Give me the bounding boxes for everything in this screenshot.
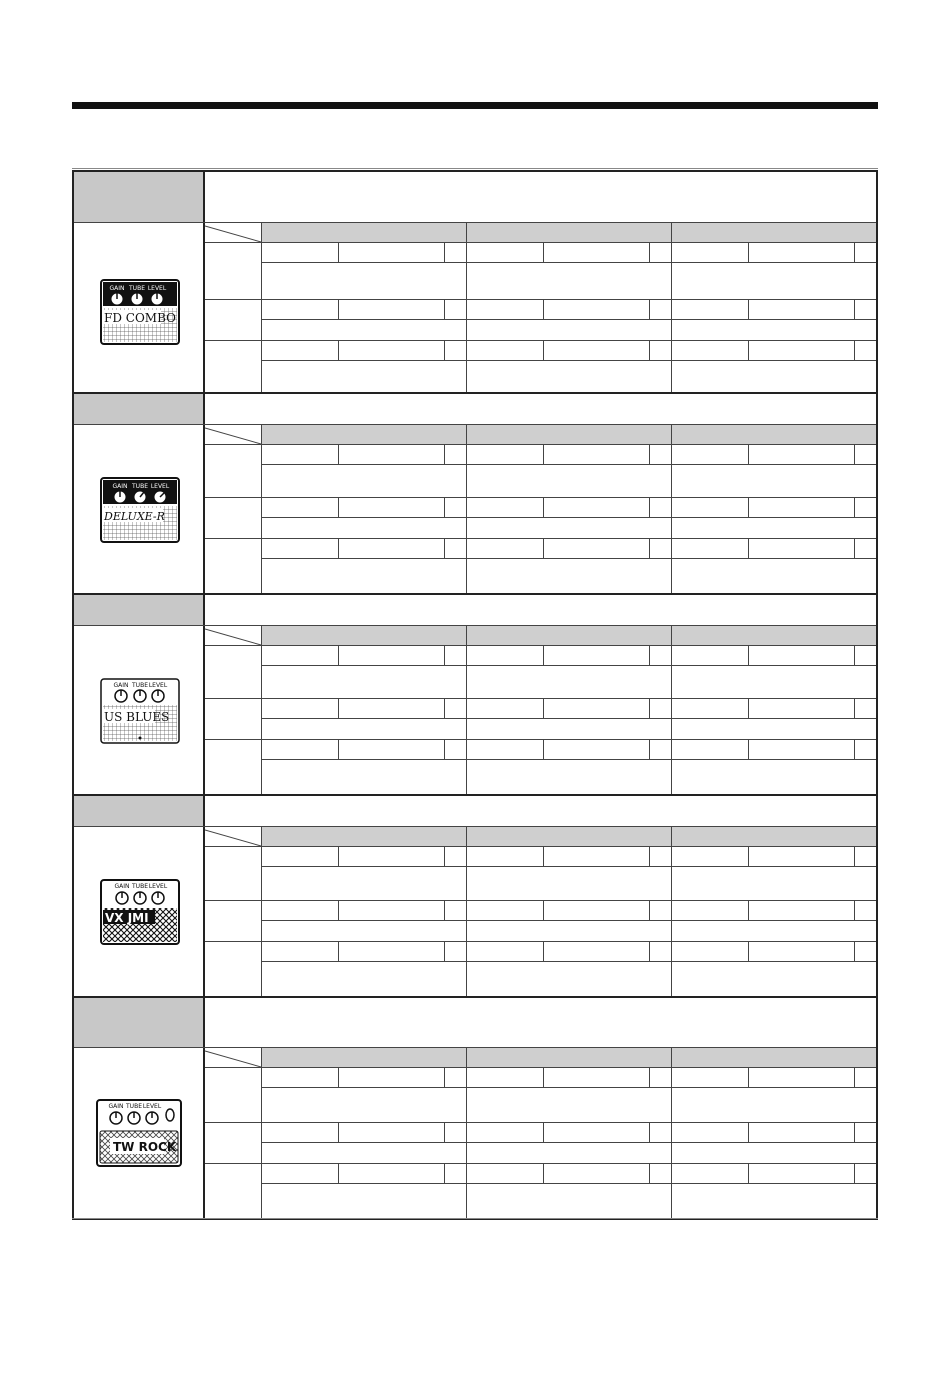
param-unit-cell bbox=[650, 498, 672, 518]
setting-note-cell bbox=[262, 867, 467, 901]
amp-block-2 bbox=[74, 394, 876, 595]
param-value-cell bbox=[544, 1068, 650, 1088]
param-unit-cell bbox=[855, 1068, 876, 1088]
setting-note-cell bbox=[467, 1143, 672, 1164]
param-value-cell bbox=[339, 539, 445, 559]
amp-name-cell bbox=[74, 998, 205, 1047]
setting-note-cell bbox=[672, 559, 876, 593]
param-unit-cell bbox=[650, 300, 672, 320]
param-value-cell bbox=[544, 901, 650, 921]
param-value-cell bbox=[749, 699, 855, 719]
column-header bbox=[262, 626, 467, 646]
amp-effect-icon bbox=[100, 678, 180, 744]
param-value-cell bbox=[749, 539, 855, 559]
table-top-hairline bbox=[72, 168, 878, 169]
param-unit-cell bbox=[445, 942, 467, 962]
param-value-cell bbox=[339, 740, 445, 760]
param-unit-cell bbox=[650, 445, 672, 465]
table-bottom-hairline bbox=[72, 1218, 878, 1219]
amp-effect-icon bbox=[100, 477, 180, 543]
setting-note-cell bbox=[262, 465, 467, 498]
param-name-cell bbox=[467, 942, 544, 962]
setting-note-cell bbox=[467, 1088, 672, 1123]
param-name-cell bbox=[672, 1123, 749, 1143]
param-value-cell bbox=[339, 942, 445, 962]
setting-note-cell bbox=[262, 921, 467, 942]
setting-note-cell bbox=[467, 1184, 672, 1218]
amp-header bbox=[74, 172, 876, 223]
param-value-cell bbox=[544, 1164, 650, 1184]
setting-note-cell bbox=[467, 666, 672, 699]
param-value-cell bbox=[749, 942, 855, 962]
knob-label: TUBE bbox=[132, 682, 148, 689]
param-unit-cell bbox=[855, 539, 876, 559]
param-unit-cell bbox=[855, 341, 876, 361]
param-name-cell bbox=[467, 1164, 544, 1184]
param-unit-cell bbox=[445, 901, 467, 921]
param-value-cell bbox=[339, 847, 445, 867]
param-value-cell bbox=[544, 646, 650, 666]
param-value-cell bbox=[544, 539, 650, 559]
param-value-cell bbox=[749, 901, 855, 921]
top-rule bbox=[72, 102, 878, 109]
amp-image-cell bbox=[74, 626, 205, 794]
column-header bbox=[467, 1048, 672, 1068]
param-value-cell bbox=[749, 847, 855, 867]
param-name-cell bbox=[262, 445, 339, 465]
param-value-cell bbox=[544, 300, 650, 320]
setting-note-cell bbox=[672, 518, 876, 539]
row-label bbox=[205, 1123, 262, 1164]
row-label bbox=[205, 243, 262, 300]
setting-note-cell bbox=[262, 719, 467, 740]
amp-description bbox=[205, 595, 876, 625]
setting-note-cell bbox=[467, 361, 672, 392]
param-name-cell bbox=[672, 847, 749, 867]
param-value-cell bbox=[544, 1123, 650, 1143]
param-value-cell bbox=[749, 1164, 855, 1184]
knob-label: LEVEL bbox=[147, 285, 167, 292]
setting-note-cell bbox=[467, 465, 672, 498]
param-name-cell bbox=[262, 341, 339, 361]
amp-effect-icon bbox=[100, 279, 180, 345]
param-name-cell bbox=[672, 646, 749, 666]
setting-note-cell bbox=[672, 760, 876, 794]
param-value-cell bbox=[749, 300, 855, 320]
param-unit-cell bbox=[650, 341, 672, 361]
param-name-cell bbox=[672, 901, 749, 921]
row-label bbox=[205, 445, 262, 498]
setting-note-cell bbox=[262, 361, 467, 392]
setting-note-cell bbox=[467, 760, 672, 794]
param-name-cell bbox=[262, 539, 339, 559]
param-name-cell bbox=[672, 539, 749, 559]
knob-label: LEVEL bbox=[150, 483, 170, 490]
param-value-cell bbox=[749, 740, 855, 760]
param-name-cell bbox=[467, 1068, 544, 1088]
param-unit-cell bbox=[445, 646, 467, 666]
knob-label: GAIN bbox=[108, 1103, 124, 1110]
setting-note-cell bbox=[672, 1088, 876, 1123]
setting-note-cell bbox=[262, 320, 467, 341]
row-label bbox=[205, 847, 262, 901]
param-unit-cell bbox=[445, 341, 467, 361]
param-value-cell bbox=[339, 445, 445, 465]
param-name-cell bbox=[467, 341, 544, 361]
column-header bbox=[467, 827, 672, 847]
param-unit-cell bbox=[855, 699, 876, 719]
param-unit-cell bbox=[855, 740, 876, 760]
param-name-cell bbox=[262, 901, 339, 921]
param-value-cell bbox=[339, 300, 445, 320]
param-unit-cell bbox=[855, 847, 876, 867]
amp-image-label: VX JMI bbox=[105, 911, 149, 925]
row-label bbox=[205, 498, 262, 539]
param-unit-cell bbox=[855, 300, 876, 320]
amp-header bbox=[74, 998, 876, 1048]
param-unit-cell bbox=[445, 699, 467, 719]
param-value-cell bbox=[544, 341, 650, 361]
setting-note-cell bbox=[262, 559, 467, 593]
knob-label: TUBE bbox=[132, 883, 148, 890]
setting-note-cell bbox=[672, 320, 876, 341]
param-value-cell bbox=[749, 243, 855, 263]
param-name-cell bbox=[467, 243, 544, 263]
setting-note-cell bbox=[262, 760, 467, 794]
knob-label: TUBE bbox=[132, 483, 148, 490]
param-name-cell bbox=[262, 740, 339, 760]
param-value-cell bbox=[749, 1123, 855, 1143]
knob-label: LEVEL bbox=[142, 1103, 162, 1110]
param-unit-cell bbox=[855, 1164, 876, 1184]
knob-label: LEVEL bbox=[148, 682, 168, 689]
param-name-cell bbox=[672, 942, 749, 962]
param-name-cell bbox=[262, 847, 339, 867]
amp-image-label: US BLUES bbox=[104, 710, 170, 724]
amp-header bbox=[74, 595, 876, 626]
amp-image-cell bbox=[74, 827, 205, 996]
setting-note-cell bbox=[672, 465, 876, 498]
amp-image-cell bbox=[74, 1048, 205, 1218]
param-value-cell bbox=[339, 1164, 445, 1184]
knob-label: GAIN bbox=[114, 883, 130, 890]
row-label bbox=[205, 1068, 262, 1123]
param-name-cell bbox=[467, 498, 544, 518]
param-name-cell bbox=[262, 243, 339, 263]
param-value-cell bbox=[749, 445, 855, 465]
setting-note-cell bbox=[672, 666, 876, 699]
param-value-cell bbox=[544, 243, 650, 263]
setting-note-cell bbox=[262, 962, 467, 996]
param-value-cell bbox=[749, 341, 855, 361]
param-name-cell bbox=[672, 1164, 749, 1184]
setting-note-cell bbox=[467, 867, 672, 901]
param-name-cell bbox=[262, 498, 339, 518]
param-name-cell bbox=[672, 699, 749, 719]
row-label bbox=[205, 646, 262, 699]
param-unit-cell bbox=[445, 740, 467, 760]
param-value-cell bbox=[544, 847, 650, 867]
param-unit-cell bbox=[855, 243, 876, 263]
amp-block-5 bbox=[74, 998, 876, 1218]
param-name-cell bbox=[467, 740, 544, 760]
knob-label: TUBE bbox=[129, 285, 145, 292]
setting-note-cell bbox=[262, 518, 467, 539]
param-unit-cell bbox=[445, 445, 467, 465]
column-header bbox=[672, 223, 876, 243]
row-label bbox=[205, 699, 262, 740]
param-value-cell bbox=[544, 740, 650, 760]
param-unit-cell bbox=[855, 498, 876, 518]
param-value-cell bbox=[339, 341, 445, 361]
column-header bbox=[262, 827, 467, 847]
setting-note-cell bbox=[262, 666, 467, 699]
param-value-cell bbox=[749, 498, 855, 518]
grid-corner bbox=[205, 1048, 262, 1068]
param-name-cell bbox=[467, 300, 544, 320]
knob-label: GAIN bbox=[113, 682, 129, 689]
knob-label: LEVEL bbox=[148, 883, 168, 890]
param-unit-cell bbox=[650, 1068, 672, 1088]
param-name-cell bbox=[467, 847, 544, 867]
param-name-cell bbox=[672, 445, 749, 465]
param-unit-cell bbox=[855, 901, 876, 921]
amp-description bbox=[205, 172, 876, 222]
param-unit-cell bbox=[650, 699, 672, 719]
setting-note-cell bbox=[672, 1143, 876, 1164]
param-value-cell bbox=[544, 498, 650, 518]
param-unit-cell bbox=[445, 1164, 467, 1184]
param-unit-cell bbox=[650, 646, 672, 666]
param-unit-cell bbox=[650, 1164, 672, 1184]
setting-note-cell bbox=[672, 921, 876, 942]
amp-image-label: DELUXE-R bbox=[104, 510, 165, 523]
param-unit-cell bbox=[445, 847, 467, 867]
param-unit-cell bbox=[445, 1068, 467, 1088]
param-unit-cell bbox=[445, 539, 467, 559]
param-name-cell bbox=[672, 300, 749, 320]
setting-note-cell bbox=[467, 263, 672, 300]
param-name-cell bbox=[262, 1164, 339, 1184]
amp-header bbox=[74, 796, 876, 827]
knob-label: GAIN bbox=[109, 285, 125, 292]
param-value-cell bbox=[544, 699, 650, 719]
param-name-cell bbox=[672, 740, 749, 760]
amp-description bbox=[205, 796, 876, 826]
param-value-cell bbox=[339, 243, 445, 263]
param-unit-cell bbox=[445, 243, 467, 263]
param-name-cell bbox=[672, 243, 749, 263]
setting-note-cell bbox=[672, 263, 876, 300]
column-header bbox=[467, 626, 672, 646]
param-value-cell bbox=[339, 901, 445, 921]
param-name-cell bbox=[467, 901, 544, 921]
setting-grid bbox=[205, 223, 876, 392]
amp-image-label: FD COMBO bbox=[104, 311, 176, 325]
row-label bbox=[205, 942, 262, 996]
amp-block-1 bbox=[74, 172, 876, 394]
column-header bbox=[467, 425, 672, 445]
setting-grid bbox=[205, 1048, 876, 1218]
setting-note-cell bbox=[467, 962, 672, 996]
param-name-cell bbox=[262, 1123, 339, 1143]
param-unit-cell bbox=[855, 1123, 876, 1143]
param-name-cell bbox=[262, 942, 339, 962]
setting-note-cell bbox=[467, 921, 672, 942]
knob-label: TUBE bbox=[126, 1103, 142, 1110]
param-unit-cell bbox=[855, 646, 876, 666]
param-name-cell bbox=[262, 699, 339, 719]
setting-note-cell bbox=[262, 1088, 467, 1123]
param-name-cell bbox=[672, 498, 749, 518]
setting-note-cell bbox=[467, 719, 672, 740]
column-header bbox=[262, 425, 467, 445]
param-value-cell bbox=[339, 699, 445, 719]
setting-grid bbox=[205, 827, 876, 996]
param-name-cell bbox=[467, 1123, 544, 1143]
param-unit-cell bbox=[650, 942, 672, 962]
param-value-cell bbox=[749, 646, 855, 666]
setting-note-cell bbox=[672, 719, 876, 740]
setting-note-cell bbox=[467, 518, 672, 539]
row-label bbox=[205, 539, 262, 593]
param-value-cell bbox=[339, 646, 445, 666]
grid-corner bbox=[205, 626, 262, 646]
amp-header bbox=[74, 394, 876, 425]
amp-image-cell bbox=[74, 223, 205, 392]
amp-name-cell bbox=[74, 595, 205, 625]
param-unit-cell bbox=[855, 445, 876, 465]
param-name-cell bbox=[467, 646, 544, 666]
amp-name-cell bbox=[74, 172, 205, 222]
param-value-cell bbox=[339, 1123, 445, 1143]
amp-table bbox=[72, 170, 878, 1220]
param-unit-cell bbox=[855, 942, 876, 962]
setting-note-cell bbox=[467, 320, 672, 341]
param-value-cell bbox=[749, 1068, 855, 1088]
setting-note-cell bbox=[262, 263, 467, 300]
setting-note-cell bbox=[467, 559, 672, 593]
param-unit-cell bbox=[650, 1123, 672, 1143]
param-value-cell bbox=[544, 445, 650, 465]
amp-effect-icon bbox=[96, 1099, 182, 1167]
param-unit-cell bbox=[650, 901, 672, 921]
amp-effect-icon bbox=[100, 879, 180, 945]
setting-note-cell bbox=[262, 1184, 467, 1218]
setting-note-cell bbox=[262, 1143, 467, 1164]
param-unit-cell bbox=[445, 300, 467, 320]
param-name-cell bbox=[467, 445, 544, 465]
amp-block-4 bbox=[74, 796, 876, 998]
column-header bbox=[467, 223, 672, 243]
param-unit-cell bbox=[650, 847, 672, 867]
param-name-cell bbox=[262, 300, 339, 320]
param-name-cell bbox=[467, 539, 544, 559]
grid-corner bbox=[205, 425, 262, 445]
row-label bbox=[205, 300, 262, 341]
param-unit-cell bbox=[650, 740, 672, 760]
param-unit-cell bbox=[650, 243, 672, 263]
column-header bbox=[672, 1048, 876, 1068]
param-name-cell bbox=[262, 646, 339, 666]
param-value-cell bbox=[339, 498, 445, 518]
amp-block-3 bbox=[74, 595, 876, 796]
setting-note-cell bbox=[672, 867, 876, 901]
amp-image-cell bbox=[74, 425, 205, 593]
amp-description bbox=[205, 998, 876, 1047]
amp-name-cell bbox=[74, 796, 205, 826]
amp-image-label: TW ROCK bbox=[113, 1140, 177, 1154]
column-header bbox=[262, 1048, 467, 1068]
row-label bbox=[205, 740, 262, 794]
amp-name-cell bbox=[74, 394, 205, 424]
amp-description bbox=[205, 394, 876, 424]
param-name-cell bbox=[467, 699, 544, 719]
knob-label: GAIN bbox=[112, 483, 128, 490]
setting-grid bbox=[205, 626, 876, 794]
setting-note-cell bbox=[672, 962, 876, 996]
column-header bbox=[672, 626, 876, 646]
column-header bbox=[262, 223, 467, 243]
param-value-cell bbox=[339, 1068, 445, 1088]
setting-note-cell bbox=[672, 361, 876, 392]
row-label bbox=[205, 1164, 262, 1218]
param-unit-cell bbox=[445, 498, 467, 518]
param-name-cell bbox=[262, 1068, 339, 1088]
setting-note-cell bbox=[672, 1184, 876, 1218]
param-unit-cell bbox=[650, 539, 672, 559]
param-name-cell bbox=[672, 341, 749, 361]
row-label bbox=[205, 341, 262, 392]
setting-grid bbox=[205, 425, 876, 593]
column-header bbox=[672, 425, 876, 445]
row-label bbox=[205, 901, 262, 942]
grid-corner bbox=[205, 223, 262, 243]
column-header bbox=[672, 827, 876, 847]
grid-corner bbox=[205, 827, 262, 847]
param-value-cell bbox=[544, 942, 650, 962]
param-name-cell bbox=[672, 1068, 749, 1088]
param-unit-cell bbox=[445, 1123, 467, 1143]
